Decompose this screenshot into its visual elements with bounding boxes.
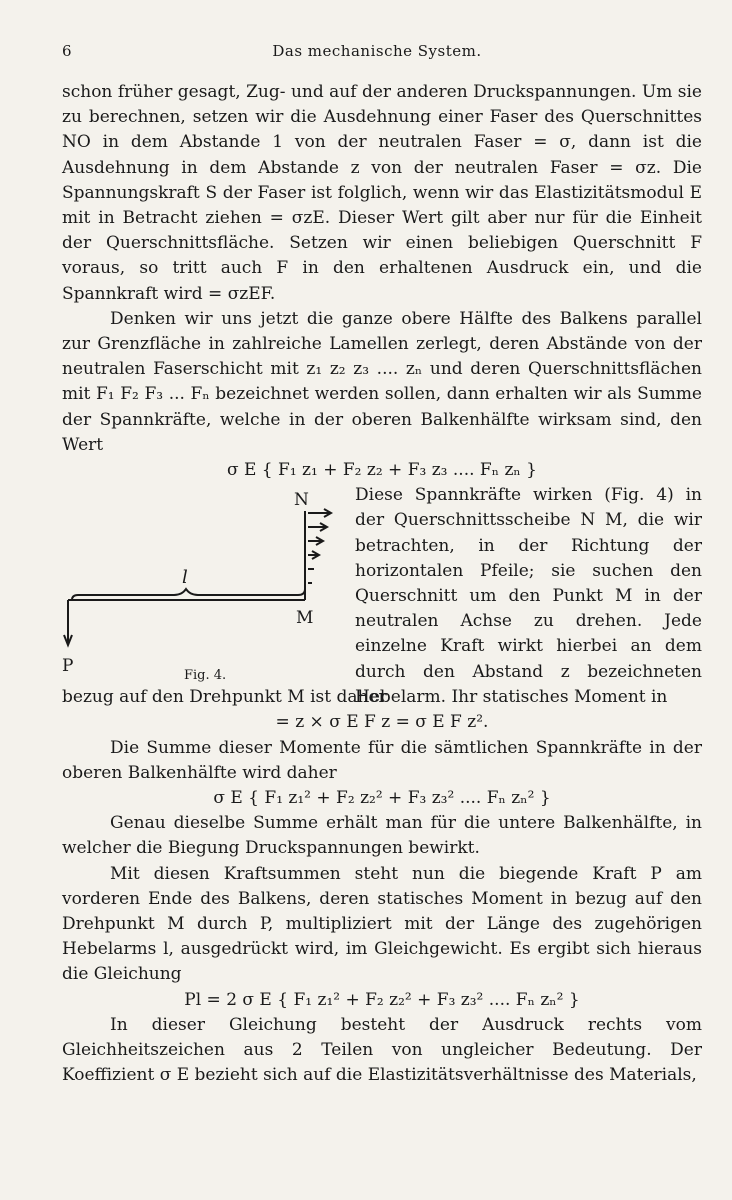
page-body — [62, 80, 702, 1089]
formula-1: σ E { F₁ z₁ + F₂ z₂ + F₃ z₃ .... Fₙ zₙ } — [226, 460, 537, 481]
paragraph-1: schon früher gesagt, Zug- und auf der anderen Druckspannungen. Um sie zu berechnen, setzen wir die Ausdehnung einer Faser des Querschnittes NO in dem Abstande 1 von der neutralen Faser = σ, dann ist die Ausdehnung in dem Abstande z von der neutralen Faser = σz. Die Spannungskraft S der Faser ist folglich, wenn wir das Elastizitätsmodul E mit in Betracht ziehen = σzE. Dieser Wert gilt aber nur für die Einheit der Querschnittsfläche. Setzen wir einen beliebigen Querschnitt F voraus, so tritt auch F in den erhaltenen Ausdruck ein, und die Spannkraft wird = σzEF. — [62, 82, 702, 304]
paragraph-4: Die Summe dieser Momente für die sämtlichen Spannkräfte in der oberen Balkenhälfte wird daher — [62, 737, 702, 783]
label-M: M — [296, 608, 314, 629]
figure-caption: Fig. 4. — [184, 668, 227, 684]
formula-2: = z × σ E F z = σ E F z². — [275, 712, 489, 733]
paragraph-3-continued: bezug auf den Drehpunkt M ist daher — [62, 687, 387, 708]
formula-3: σ E { F₁ z₁² + F₂ z₂² + F₃ z₃² .... Fₙ zₙ² } — [213, 788, 551, 809]
paragraph-6: Mit diesen Kraftsummen steht nun die biegende Kraft P am vorderen Ende des Balkens, deren statisches Moment in bezug auf den Drehpunkt M durch P, multipliziert mit der Länge des zugehörigen Hebelarms l, ausgedrückt wird, im Gleichgewicht. Es ergibt sich hieraus die Gleichung — [62, 863, 702, 985]
label-l: l — [182, 567, 188, 589]
paragraph-2: Denken wir uns jetzt die ganze obere Hälfte des Balkens parallel zur Grenzfläche in zahlreiche Lamellen zerlegt, deren Abstände von der neutralen Faserschicht mit z₁ z₂ z₃ .... zₙ und deren Querschnittsflächen mit F₁ F₂ F₃ ... Fₙ bezeichnet werden sollen, dann erhalten wir als Summe der Spannkräfte, welche in der oberen Balkenhälfte wirksam sind, den Wert — [62, 308, 702, 455]
running-header — [62, 42, 692, 64]
formula-4: Pl = 2 σ E { F₁ z₁² + F₂ z₂² + F₃ z₃² .... Fₙ zₙ² } — [184, 989, 580, 1010]
paragraph-7: In dieser Gleichung besteht der Ausdruck rechts vom Gleichheitszeichen aus 2 Teilen von ungleicher Bedeutung. Der Koeffizient σ E bezieht sich auf die Elastizitätsverhältnisse des Materials, — [62, 1014, 702, 1086]
label-P: P — [62, 656, 74, 677]
page-number: 6 — [62, 42, 73, 60]
label-N: N — [294, 490, 309, 511]
paragraph-5: Genau dieselbe Summe erhält man für die untere Balkenhälfte, in welcher die Biegung Druckspannungen bewirkt. — [62, 813, 702, 859]
paragraph-3: Diese Spannkräfte wirken (Fig. 4) in der Querschnittsscheibe N M, die wir betrachten, in der Richtung der horizontalen Pfeile; sie suchen den Querschnitt um den Punkt M in der neutralen Achse zu drehen. Jede einzelne Kraft wirkt hierbei an dem durch den Abstand z bezeichneten Hebelarm. Ihr statisches Moment in — [355, 485, 702, 707]
figure-4-diagram — [62, 483, 362, 685]
running-title: Das mechanische System. — [272, 42, 482, 60]
